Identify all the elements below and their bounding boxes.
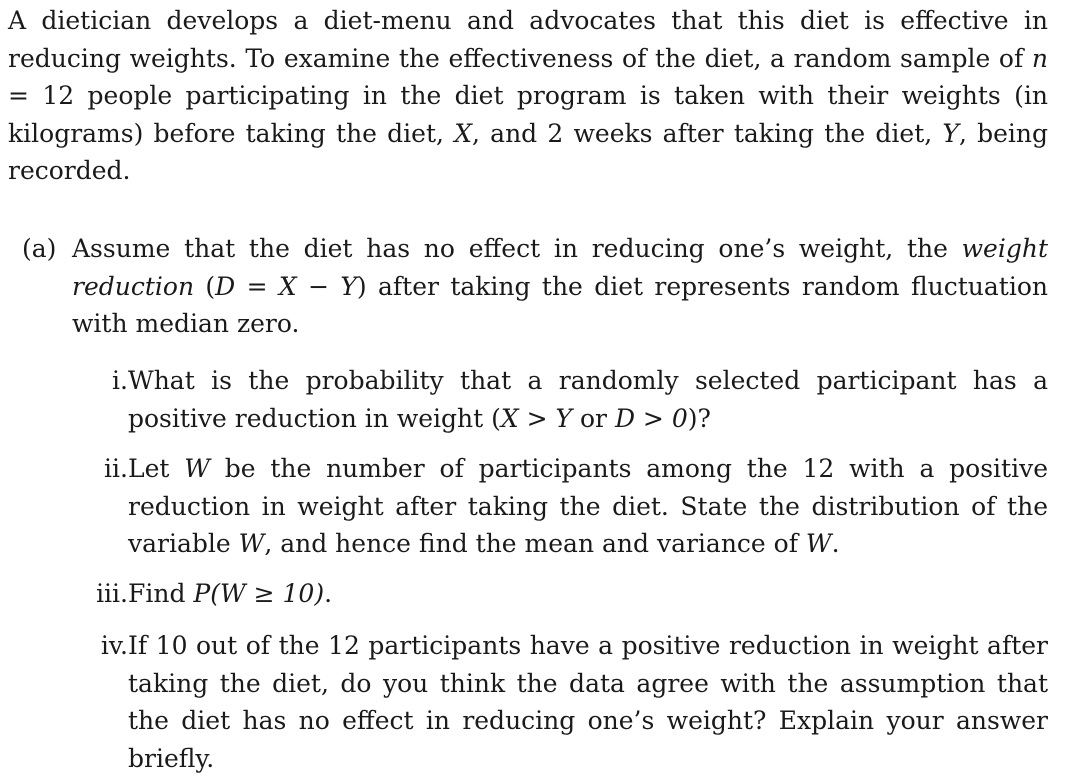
part-a-text-1: Assume that the diet has no effect in reducing one’s weight, the xyxy=(72,234,962,263)
question-i-text-2: or xyxy=(572,403,615,433)
question-iii-text-1: Find xyxy=(128,579,194,608)
question-iii-math: P(W ≥ 10) xyxy=(193,579,325,608)
question-i-math-2: D > 0 xyxy=(614,403,688,433)
question-i-text xyxy=(128,362,1048,437)
var-x: X xyxy=(454,118,472,148)
intro-text-3: , and 2 weeks after taking the diet, xyxy=(472,118,943,148)
part-a-text xyxy=(72,230,1048,343)
part-a-formula: D = X − Y xyxy=(215,271,357,301)
question-ii-text xyxy=(128,450,1048,563)
part-a-text-3: ) after taking the diet represents random fluctuation with median zero. xyxy=(72,271,1048,338)
part-a-label: (a) xyxy=(22,234,57,263)
question-iv-text: If 10 out of the 12 participants have a positive reduction in weight after taking the diet, do you think the data agree with the assumption that the diet has no effect in reducing one’s weight? Explain your answer briefly. xyxy=(128,631,1048,773)
question-ii-var-2: W xyxy=(238,529,265,558)
question-iii-label: iii. xyxy=(96,579,128,608)
part-a-text-2: ( xyxy=(194,271,216,301)
question-i-math-1: X > Y xyxy=(500,403,573,433)
question-ii-text-4: . xyxy=(831,529,840,558)
var-y: Y xyxy=(942,118,959,148)
question-ii-text-1: Let xyxy=(128,454,185,483)
question-i-label: i. xyxy=(112,366,128,395)
intro-text-4: , being recorded. xyxy=(8,118,1048,185)
question-ii-text-2: be the number of participants among the 12 with a positive reduction in weight after taking the diet. State the distribution of the variable xyxy=(128,454,1048,558)
question-iii-text-2: . xyxy=(324,579,333,608)
part-a-emphasis: weight reduction xyxy=(72,234,1048,301)
question-i-text-1: What is the probability that a randomly selected participant has a positive reduction in weight ( xyxy=(128,366,1048,433)
intro-text-1: A dietician develops a diet-menu and advocates that this diet is effective in reducing weights. To examine the effectiveness of the diet, a random sample of xyxy=(8,6,1048,73)
question-i-text-3: )? xyxy=(687,403,711,433)
var-n: n xyxy=(1031,43,1048,73)
question-iv-label: iv. xyxy=(100,631,128,660)
question-ii-var-3: W xyxy=(805,529,832,558)
question-iii-text xyxy=(128,575,1048,613)
intro-paragraph xyxy=(8,2,1048,190)
question-ii-text-3: , and hence find the mean and variance of xyxy=(264,529,806,558)
question-ii-label: ii. xyxy=(104,454,128,483)
question-ii-var-1: W xyxy=(184,454,210,483)
intro-text-2: = 12 people participating in the diet program is taken with their weights (in kilograms) before taking the diet, xyxy=(8,81,1048,148)
